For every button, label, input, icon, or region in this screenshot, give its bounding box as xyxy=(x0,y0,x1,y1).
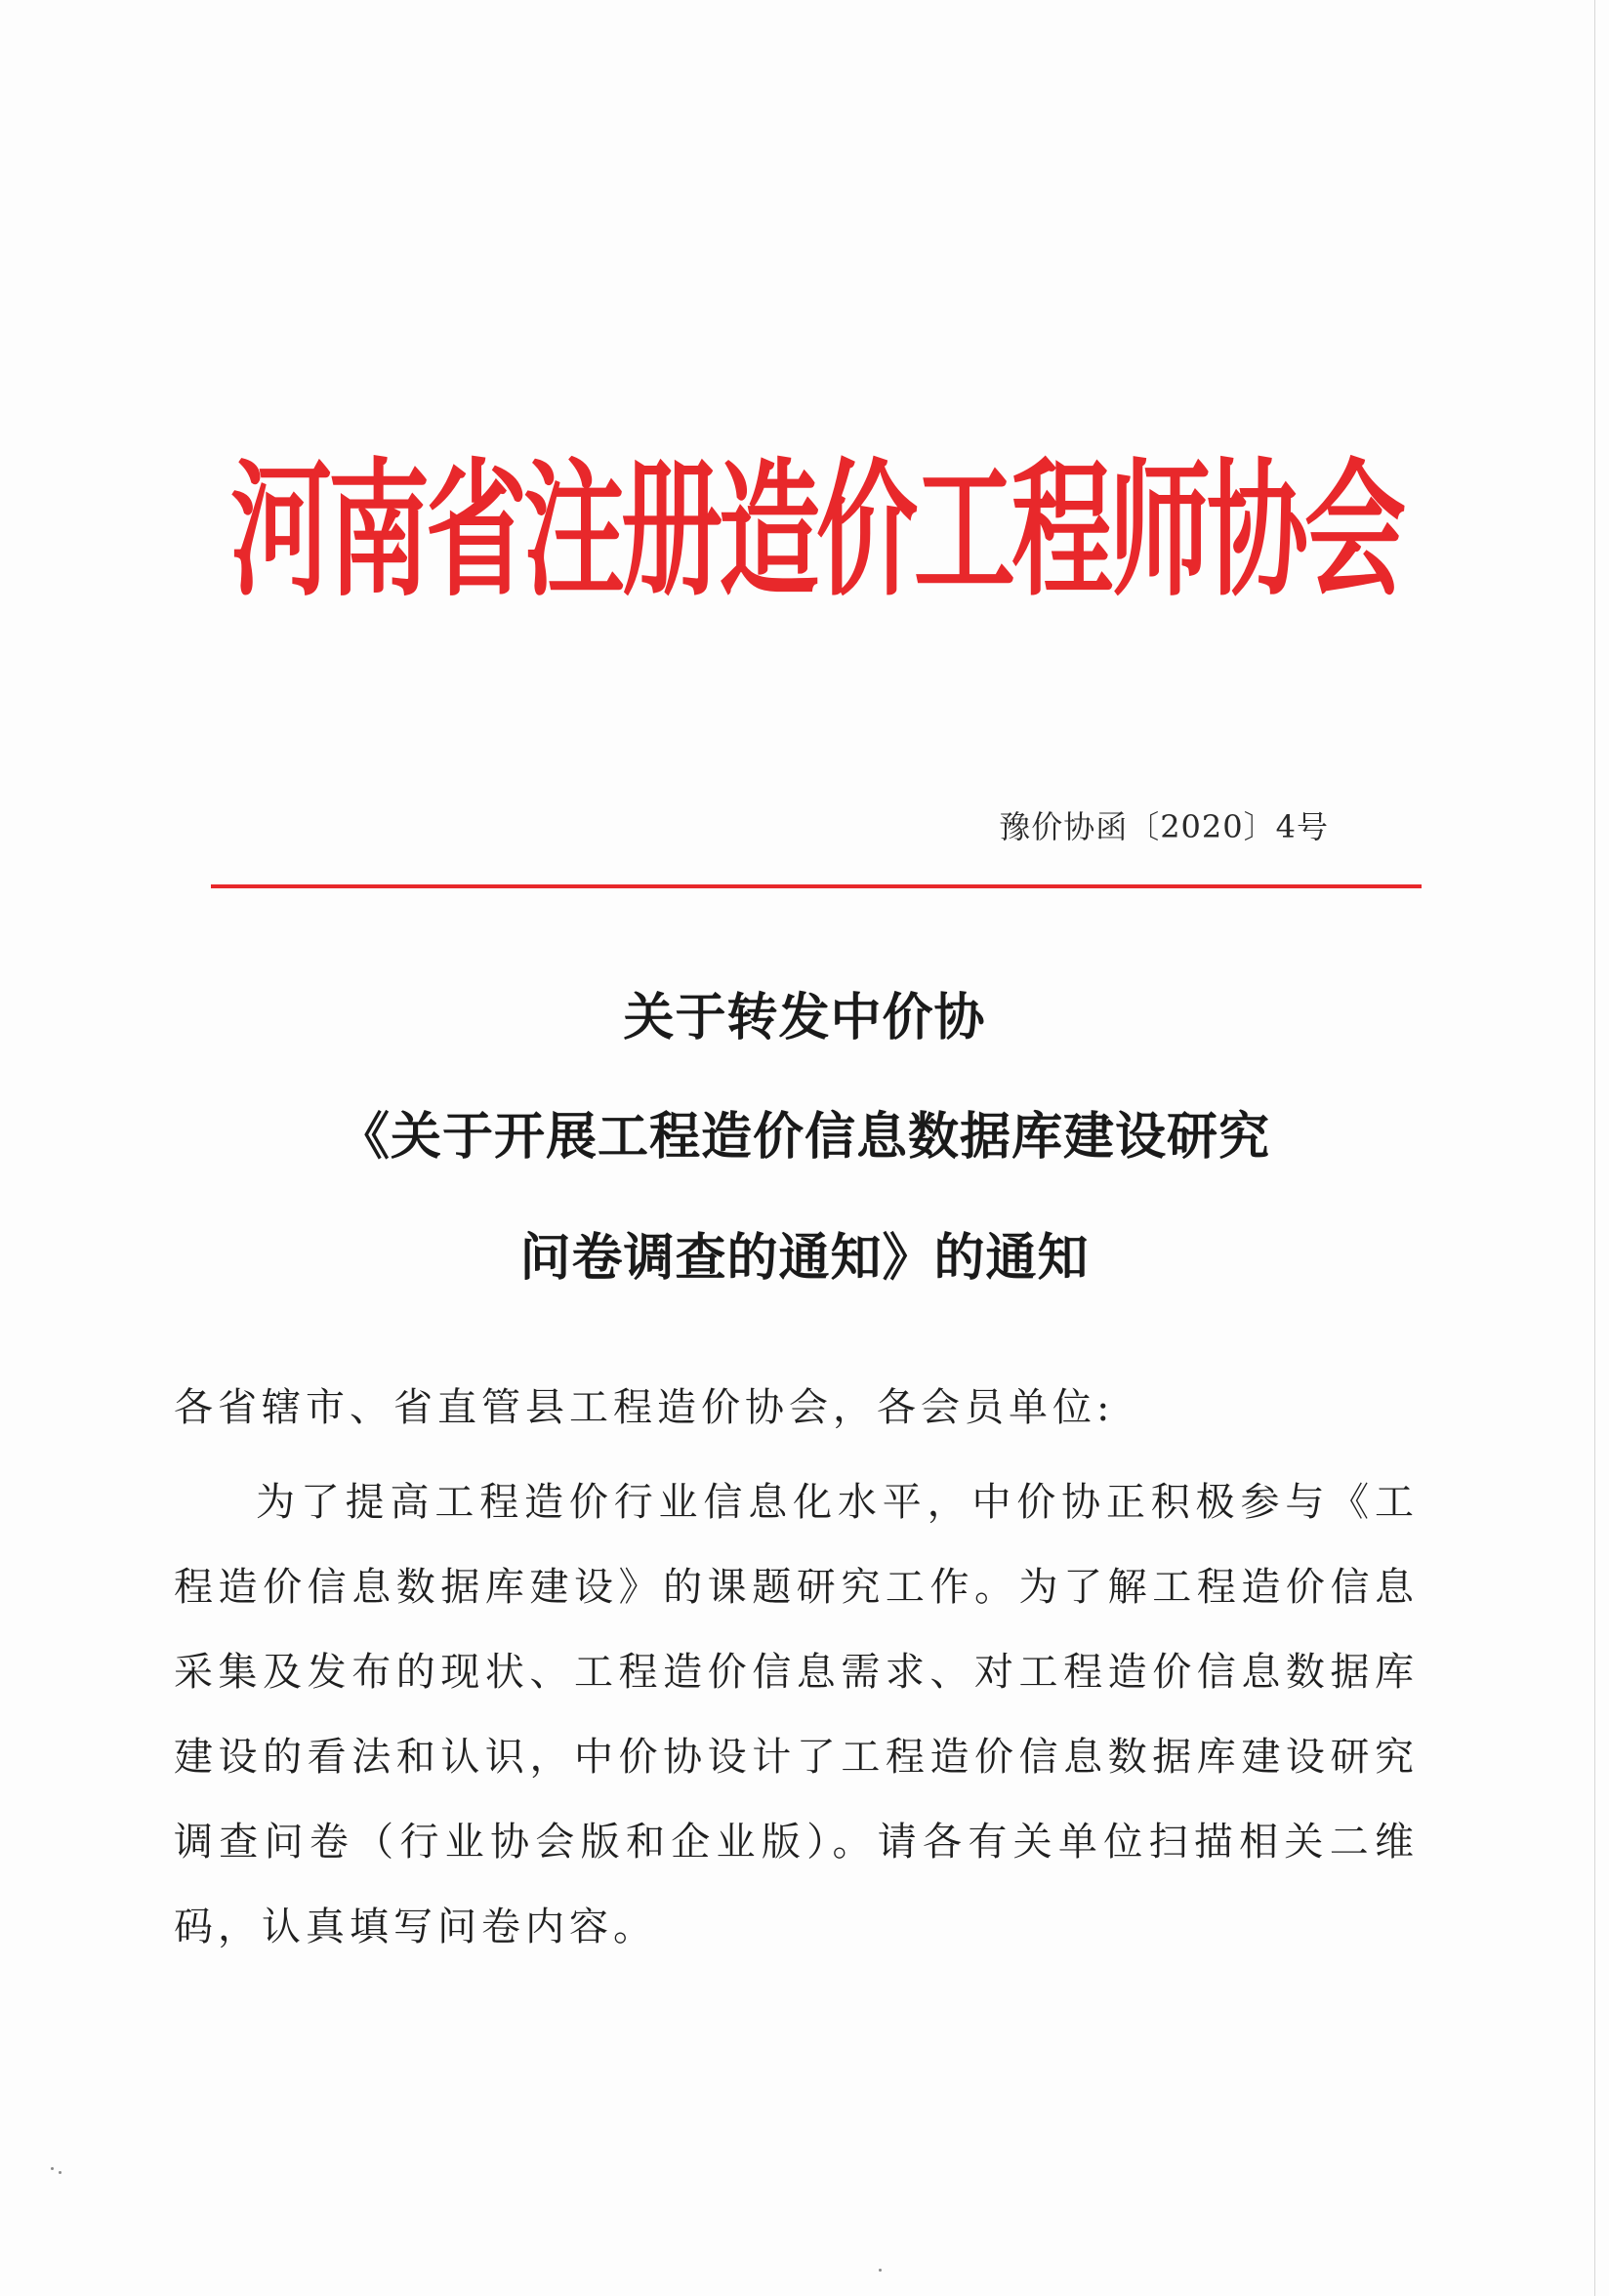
title-line-1: 关于转发中价协 xyxy=(623,988,986,1047)
scan-speck xyxy=(879,2269,882,2272)
title-line-2: 《关于开展工程造价信息数据库建设研究 xyxy=(338,1107,1270,1167)
scan-speck xyxy=(51,2167,54,2170)
salutation: 各省辖市、省直管县工程造价协会，各会员单位: xyxy=(174,1385,1115,1430)
red-divider-rule xyxy=(211,884,1422,888)
scan-speck xyxy=(59,2171,62,2174)
body-paragraph: 为了提高工程造价行业信息化水平，中价协正积极参与《工程造价信息数据库建设》的课题研究工作。为了解工程造价信息采集及发布的现状、工程造价信息需求、对工程造价信息数据库建设的看法和认识，中价协设计了工程造价信息数据库建设研究调查问卷（行业协会版和企业版）。请各有关单位扫描相关二维码，认真填写问卷内容。 xyxy=(174,1480,1419,1949)
title-line-3: 问卷调查的通知》的通知 xyxy=(519,1228,1090,1288)
letterhead-org-name: 河南省注册造价工程师协会 xyxy=(230,442,1403,617)
document-number: 豫价协函〔2020〕4号 xyxy=(999,808,1329,845)
